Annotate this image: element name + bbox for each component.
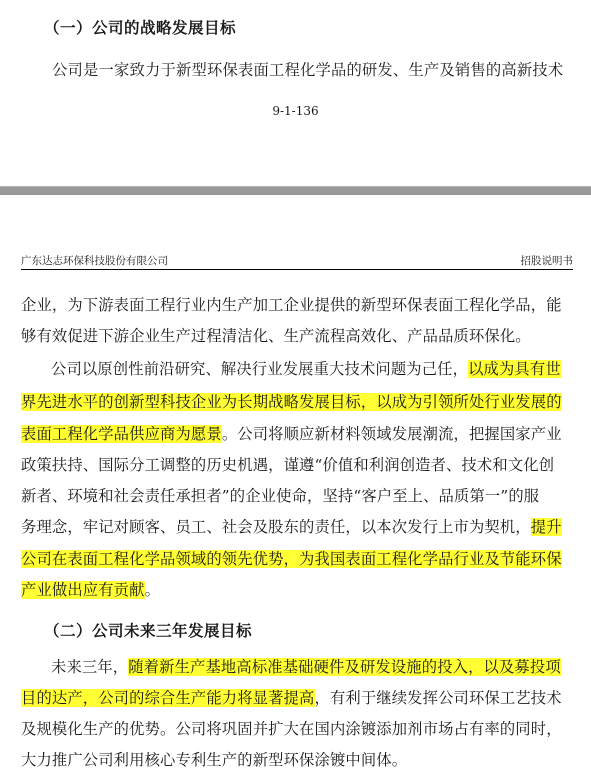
page-number: 9-1-136: [272, 104, 319, 118]
running-header: [21, 253, 573, 270]
document-type: 招股说明书: [520, 255, 573, 267]
paragraph-line: [21, 390, 573, 412]
paragraph-line: 及规模化生产的优势。公司将巩固并扩大在国内涂镀添加剂市场占有率的同时，: [21, 720, 562, 738]
text-run: 。公司将顺应新材料领域发展潮流，把握国家产业: [221, 425, 562, 443]
text-run: 未来三年，: [51, 658, 129, 676]
highlighted-text: 随着新生产基地高标准基础硬件及研发设施的投入，以及募投项: [128, 658, 561, 676]
highlighted-text: 提升: [530, 518, 562, 536]
paragraph-line: [21, 547, 573, 569]
section-heading-three-year: （二）公司未来三年发展目标: [44, 622, 253, 640]
highlighted-text: 以成为具有世: [468, 360, 561, 378]
highlighted-text: 表面工程化学品供应商为愿景: [21, 425, 222, 443]
highlighted-text: 公司在表面工程化学品领域的领先优势，为我国表面工程化学品行业及节能环保: [21, 550, 562, 568]
highlighted-text: 目的达产，公司的综合生产能力将显著提高: [21, 689, 315, 707]
paragraph-line: [21, 357, 573, 379]
paragraph-line: [21, 515, 573, 537]
paragraph-line: [21, 422, 573, 444]
section-heading-strategy: （一）公司的战略发展目标: [44, 19, 237, 37]
highlighted-text: 产业做出应有贡献: [21, 581, 145, 599]
paragraph-line: [21, 655, 573, 677]
paragraph-line: 够有效促进下游企业生产过程清洁化、生产流程高效化、产品品质环保化。: [21, 327, 531, 345]
paragraph-line: 企业，为下游表面工程行业内生产加工企业提供的新型环保表面工程化学品，能: [21, 296, 562, 314]
text-run: 公司以原创性前沿研究、解决行业发展重大技术问题为己任，: [51, 360, 469, 378]
page-separator: [0, 186, 591, 195]
text-run: 。: [144, 581, 161, 599]
company-name: 广东达志环保科技股份有限公司: [21, 255, 168, 267]
highlighted-text: 界先进水平的创新型科技企业为长期战略发展目标，以成为引领所处行业发展的: [21, 393, 562, 411]
paragraph-line: 政策扶持、国际分工调整的历史机遇，谨遵“价值和利润创造者、技术和文化创: [21, 456, 555, 474]
paragraph-line: [21, 578, 573, 600]
paragraph-line: 新者、环境和社会责任承担者”的企业使命，坚持“客户至上、品质第一”的服: [21, 487, 540, 505]
paragraph-line: [21, 686, 573, 708]
paragraph-line: 大力推广公司利用核心专利生产的新型环保涂镀中间体。: [21, 751, 408, 769]
paragraph-line: 公司是一家致力于新型环保表面工程化学品的研发、生产及销售的高新技术: [52, 61, 564, 79]
text-run: 务理念，牢记对顾客、员工、社会及股东的责任，以本次发行上市为契机，: [21, 518, 531, 536]
text-run: ，有利于继续发挥公司环保工艺技术: [314, 689, 562, 707]
